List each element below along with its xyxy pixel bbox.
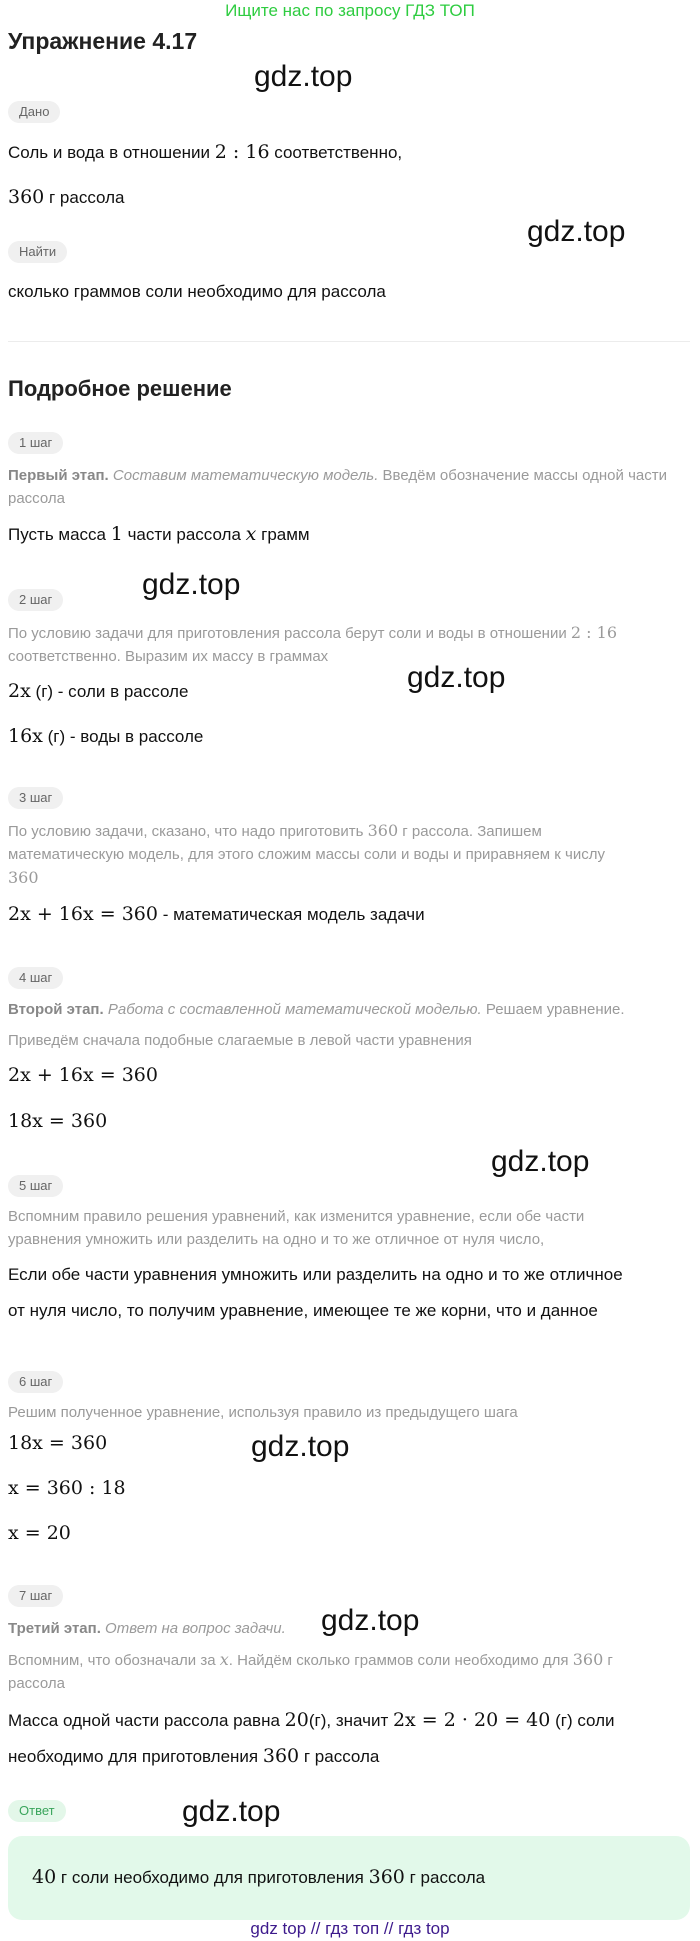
step-6-description: Решим полученное уравнение, используя правило из предыдущего шага	[8, 1404, 518, 1421]
search-banner: Ищите нас по запросу ГДЗ ТОП	[225, 1, 475, 20]
step-2-description: По условию задачи для приготовления рассола берут соли и воды в отношении 2 : 16 соответственно. Выразим их массу в граммах	[8, 623, 617, 665]
step-6-equation-1: 18x = 360	[8, 1432, 108, 1454]
step-2-line-2: 16x (г) - воды в рассоле	[8, 725, 204, 747]
page-title: Упражнение 4.17	[8, 28, 198, 54]
step-6-equation-3: x = 20	[8, 1522, 71, 1544]
step-badge: 4 шаг	[8, 967, 63, 989]
watermark: gdz.top	[321, 1604, 420, 1637]
watermark: gdz.top	[182, 1795, 281, 1828]
given-line-1: Соль и вода в отношении 2 : 16 соответственно,	[8, 141, 403, 163]
step-6-equation-2: x = 360 : 18	[8, 1477, 126, 1499]
find-badge: Найти	[8, 241, 67, 263]
answer-text: 40 г соли необходимо для приготовления 360 г рассола	[32, 1866, 486, 1888]
watermark: gdz.top	[142, 568, 241, 601]
step-1-description: Первый этап. Составим математическую модель. Введём обозначение массы одной части рассола	[8, 467, 667, 507]
step-badge: 5 шаг	[8, 1175, 63, 1197]
step-4-equation-2: 18x = 360	[8, 1110, 108, 1132]
step-5-line-1: Если обе части уравнения умножить или разделить на одно и то же отличное	[8, 1265, 623, 1284]
given-line-2: 360 г рассола	[8, 186, 125, 208]
watermark: gdz.top	[527, 215, 626, 248]
find-text: сколько граммов соли необходимо для рассола	[8, 282, 386, 301]
step-5-description: Вспомним правило решения уравнений, как изменится уравнение, если обе части уравнения умножить или разделить на одно и то же отличное от нуля число,	[8, 1208, 585, 1248]
step-badge: 1 шаг	[8, 432, 63, 454]
divider	[8, 341, 690, 342]
step-3-line-1: 2x + 16x = 360 - математическая модель задачи	[8, 903, 425, 925]
step-badge: 6 шаг	[8, 1371, 63, 1393]
step-4-description: Второй этап. Работа с составленной математической моделью. Решаем уравнение.	[8, 1001, 625, 1018]
step-7-line-2: необходимо для приготовления 360 г рассола	[8, 1745, 380, 1767]
step-badge: 3 шаг	[8, 787, 63, 809]
step-3-description: По условию задачи, сказано, что надо приготовить 360 г рассола. Запишем математическую модель, для этого сложим массы соли и воды и приравняем к числу 360	[8, 821, 605, 887]
step-2-line-1: 2x (г) - соли в рассоле	[8, 680, 189, 702]
given-badge: Дано	[8, 101, 60, 123]
watermark: gdz.top	[491, 1145, 590, 1178]
step-4-equation-1: 2x + 16x = 360	[8, 1064, 158, 1086]
step-7-line-1: Масса одной части рассола равна 20(г), значит 2x = 2 · 20 = 40 (г) соли	[8, 1709, 615, 1731]
watermark: gdz.top	[407, 661, 506, 694]
step-1-text: Пусть масса 1 части рассола x грамм	[8, 523, 310, 545]
step-7-description: Третий этап. Ответ на вопрос задачи.	[8, 1620, 286, 1637]
step-badge: 7 шаг	[8, 1585, 63, 1607]
step-badge: 2 шаг	[8, 589, 63, 611]
watermark: gdz.top	[251, 1430, 350, 1463]
answer-badge: Ответ	[8, 1800, 66, 1822]
step-4-note: Приведём сначала подобные слагаемые в левой части уравнения	[8, 1032, 472, 1049]
footer-links[interactable]: gdz top // гдз топ // гдз top	[250, 1919, 450, 1938]
step-5-line-2: от нуля число, то получим уравнение, имеющее те же корни, что и данное	[8, 1301, 598, 1320]
solution-title: Подробное решение	[8, 376, 232, 401]
watermark: gdz.top	[254, 60, 353, 93]
step-7-note: Вспомним, что обозначали за x. Найдём сколько граммов соли необходимо для 360 г рассола	[8, 1650, 613, 1692]
